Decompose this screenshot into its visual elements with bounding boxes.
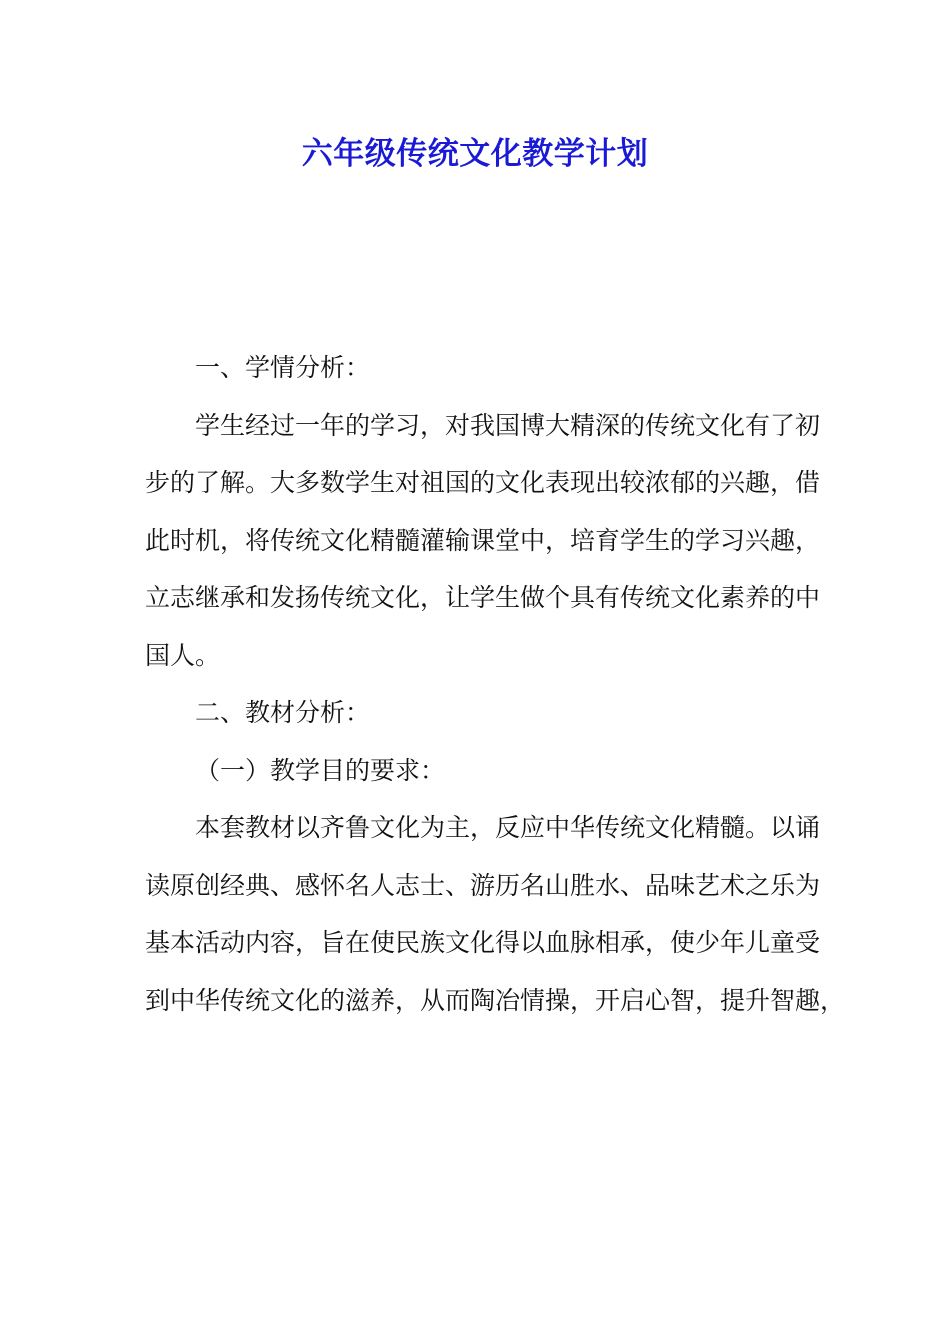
paragraph-line: 步的了解。大多数学生对祖国的文化表现出较浓郁的兴趣，借 bbox=[145, 468, 821, 497]
paragraph-line: 立志继承和发扬传统文化，让学生做个具有传统文化素养的中 bbox=[145, 583, 821, 612]
paragraph-line: 到中华传统文化的滋养，从而陶冶情操，开启心智，提升智趣， bbox=[145, 985, 846, 1015]
paragraph-line: 本套教材以齐鲁文化为主，反应中华传统文化精髓。以诵 bbox=[195, 813, 821, 842]
heading-student-analysis: 一、学情分析： bbox=[195, 353, 371, 382]
paragraph-line: 国人。 bbox=[145, 640, 221, 670]
paragraph-line: 基本活动内容，旨在使民族文化得以血脉相承，使少年儿童受 bbox=[145, 928, 821, 957]
paragraph-line: 读原创经典、感怀名人志士、游历名山胜水、品味艺术之乐为 bbox=[145, 870, 821, 900]
subheading-teaching-goals: （一）教学目的要求： bbox=[195, 755, 446, 785]
paragraph-line: 此时机，将传统文化精髓灌输课堂中，培育学生的学习兴趣， bbox=[145, 525, 821, 555]
heading-textbook-analysis: 二、教材分析： bbox=[195, 698, 371, 727]
document-title: 六年级传统文化教学计划 bbox=[301, 136, 649, 172]
document-body bbox=[145, 339, 846, 1029]
paragraph-line: 学生经过一年的学习，对我国博大精深的传统文化有了初 bbox=[195, 410, 821, 440]
